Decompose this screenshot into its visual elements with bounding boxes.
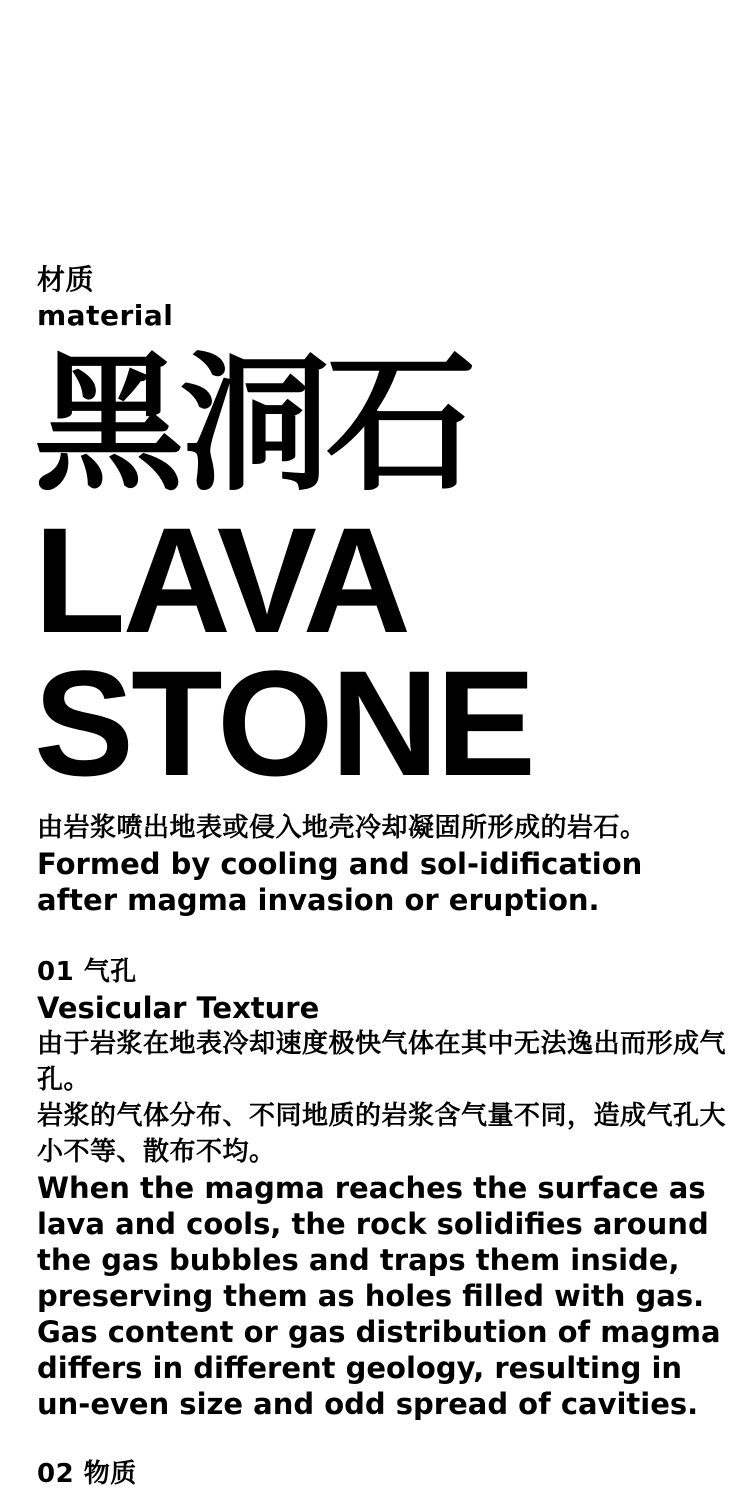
section-heading-cn: 02 物质	[37, 1459, 137, 1489]
section-label-cn: 材质	[37, 263, 95, 296]
hero-title-en-line2: STONE	[34, 639, 534, 807]
section-heading-cn: 01 气孔	[37, 957, 137, 987]
section-body-cn: 由于岩浆在地表冷却速度极快气体在其中无法逸出而形成气孔。	[37, 1029, 727, 1095]
intro	[37, 810, 727, 918]
section-vesicular	[37, 954, 727, 1422]
section-label-en: material	[37, 299, 174, 332]
section-body-en: Gas content or gas distribution of magma differs in different geology, resulting in un-even size and odd spread of cavities.	[37, 1315, 721, 1421]
intro-cn: 由岩浆喷出地表或侵入地壳冷却凝固所形成的岩石。	[37, 813, 647, 843]
section-heading-en: Vesicular Texture	[37, 991, 320, 1025]
hero-title-en-line1: LAVA	[34, 496, 409, 664]
section-body-en: When the magma reaches the surface as lava and cools, the rock solidifies around the gas bubbles and traps them inside, preserving them as holes filled with gas.	[37, 1171, 709, 1313]
hero-title-cn: 黑洞石	[34, 338, 473, 512]
section-material	[37, 1456, 727, 1492]
section-body-cn: 岩浆的气体分布、不同地质的岩浆含气量不同，造成气孔大小不等、散布不均。	[37, 1101, 727, 1167]
intro-en: Formed by cooling and sol-idification after magma invasion or eruption.	[37, 847, 643, 917]
